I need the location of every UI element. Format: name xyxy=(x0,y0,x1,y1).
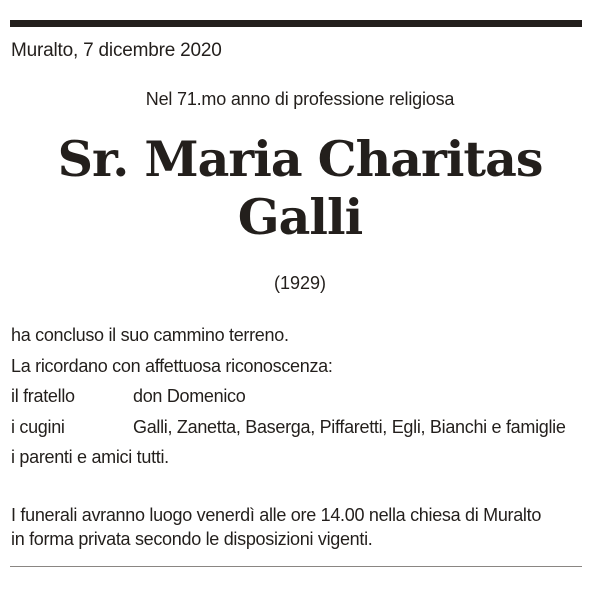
announcement-body xyxy=(11,320,591,473)
body-line: i parenti e amici tutti. xyxy=(11,447,169,467)
intro-line: Nel 71.mo anno di professione religiosa xyxy=(145,89,455,109)
relative-relation: i cugini xyxy=(11,416,65,437)
relative-relation: il fratello xyxy=(11,386,75,406)
relative-row xyxy=(11,381,591,412)
top-divider xyxy=(10,20,582,27)
deceased-name xyxy=(0,130,600,246)
deceased-name-line-1: Sr. Maria Charitas xyxy=(57,130,543,188)
relative-names: don Domenico xyxy=(133,386,246,406)
funeral-info xyxy=(11,503,591,551)
place-date: Muralto, 7 dicembre 2020 xyxy=(11,40,222,61)
body-line: La ricordano con affettuosa riconoscenza: xyxy=(11,355,333,376)
relative-names: Galli, Zanetta, Baserga, Piffaretti, Egli, Bianchi e famiglie xyxy=(133,416,566,437)
bottom-divider xyxy=(10,566,582,567)
relative-row xyxy=(11,412,591,443)
body-line: ha concluso il suo cammino terreno. xyxy=(11,325,289,345)
deceased-name-line-2: Galli xyxy=(237,188,363,246)
funeral-line: in forma privata secondo le disposizioni vigenti. xyxy=(11,529,373,549)
birth-year: (1929) xyxy=(273,273,327,293)
funeral-line: I funerali avranno luogo venerdì alle ore 14.00 nella chiesa di Muralto xyxy=(11,505,542,525)
